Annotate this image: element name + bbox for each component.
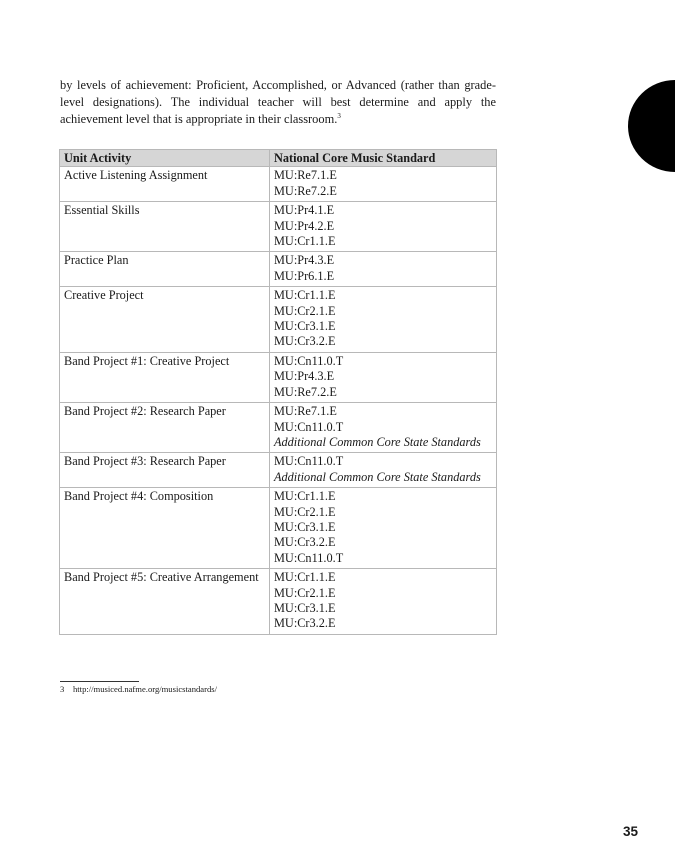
footnote-reference: 3 xyxy=(337,111,341,120)
standards-cell xyxy=(270,488,497,569)
intro-text: by levels of achievement: Proficient, Accomplished, or Advanced (rather than grade-level designations). The individual teacher will best determine and apply the achievement level that is appropriate in their classroom. xyxy=(60,78,496,126)
table-row xyxy=(60,403,497,453)
standard-code: MU:Pr4.3.E xyxy=(274,369,335,384)
standard-code: MU:Cn11.0.T xyxy=(274,353,344,368)
standard-code: MU:Cn11.0.T xyxy=(274,550,344,565)
table-row xyxy=(60,453,497,488)
footnote xyxy=(60,684,217,695)
standards-cell xyxy=(270,569,497,635)
standard-code: MU:Cr1.1.E xyxy=(274,489,336,504)
standard-code: MU:Cn11.0.T xyxy=(274,419,344,434)
standard-code: Additional Common Core State Standards xyxy=(274,434,481,449)
chapter-tab-marker xyxy=(628,80,675,172)
standards-cell xyxy=(270,403,497,453)
standard-code: MU:Cr1.1.E xyxy=(274,288,336,303)
table-row xyxy=(60,252,497,287)
standard-code: MU:Cr1.1.E xyxy=(274,234,336,249)
table-row xyxy=(60,202,497,252)
standard-code: MU:Pr4.3.E xyxy=(274,253,335,268)
standards-cell xyxy=(270,453,497,488)
standard-code: MU:Cr2.1.E xyxy=(274,504,336,519)
standards-cell xyxy=(270,287,497,353)
header-unit-activity: Unit Activity xyxy=(60,150,270,167)
unit-activity-cell: Band Project #3: Research Paper xyxy=(60,453,270,488)
standards-cell xyxy=(270,167,497,202)
table-row xyxy=(60,488,497,569)
standards-cell xyxy=(270,352,497,402)
standard-code: Additional Common Core State Standards xyxy=(274,469,481,484)
standard-code: MU:Cr2.1.E xyxy=(274,303,336,318)
standard-code: MU:Cr3.2.E xyxy=(274,334,336,349)
table-row xyxy=(60,569,497,635)
table-row xyxy=(60,287,497,353)
unit-activity-cell: Band Project #4: Composition xyxy=(60,488,270,569)
standard-code: MU:Cr3.1.E xyxy=(274,319,336,334)
standard-code: MU:Re7.2.E xyxy=(274,384,337,399)
unit-activity-cell: Band Project #1: Creative Project xyxy=(60,352,270,402)
unit-activity-cell: Essential Skills xyxy=(60,202,270,252)
standard-code: MU:Pr4.2.E xyxy=(274,218,335,233)
intro-paragraph xyxy=(60,77,496,128)
standard-code: MU:Pr4.1.E xyxy=(274,203,335,218)
standard-code: MU:Cr3.2.E xyxy=(274,535,336,550)
footnote-url: http://musiced.nafme.org/musicstandards/ xyxy=(73,684,217,694)
unit-activity-cell: Band Project #2: Research Paper xyxy=(60,403,270,453)
unit-activity-cell: Band Project #5: Creative Arrangement xyxy=(60,569,270,635)
standard-code: MU:Cr3.2.E xyxy=(274,616,336,631)
standard-code: MU:Re7.2.E xyxy=(274,183,337,198)
table-body xyxy=(60,167,497,634)
table-row xyxy=(60,352,497,402)
standard-code: MU:Re7.1.E xyxy=(274,404,337,419)
standards-cell xyxy=(270,252,497,287)
standard-code: MU:Pr6.1.E xyxy=(274,268,335,283)
unit-activity-cell: Creative Project xyxy=(60,287,270,353)
standard-code: MU:Re7.1.E xyxy=(274,168,337,183)
unit-activity-cell: Practice Plan xyxy=(60,252,270,287)
standard-code: MU:Cr3.1.E xyxy=(274,519,336,534)
header-national-standard: National Core Music Standard xyxy=(270,150,497,167)
standard-code: MU:Cr1.1.E xyxy=(274,570,336,585)
page-number: 35 xyxy=(623,824,639,839)
table-row xyxy=(60,167,497,202)
standards-table xyxy=(59,149,497,635)
standard-code: MU:Cr3.1.E xyxy=(274,600,336,615)
standard-code: MU:Cn11.0.T xyxy=(274,454,344,469)
standard-code: MU:Cr2.1.E xyxy=(274,585,336,600)
standards-cell xyxy=(270,202,497,252)
table-header-row xyxy=(60,150,497,167)
footnote-divider xyxy=(60,681,139,682)
unit-activity-cell: Active Listening Assignment xyxy=(60,167,270,202)
footnote-number: 3 xyxy=(60,684,65,694)
